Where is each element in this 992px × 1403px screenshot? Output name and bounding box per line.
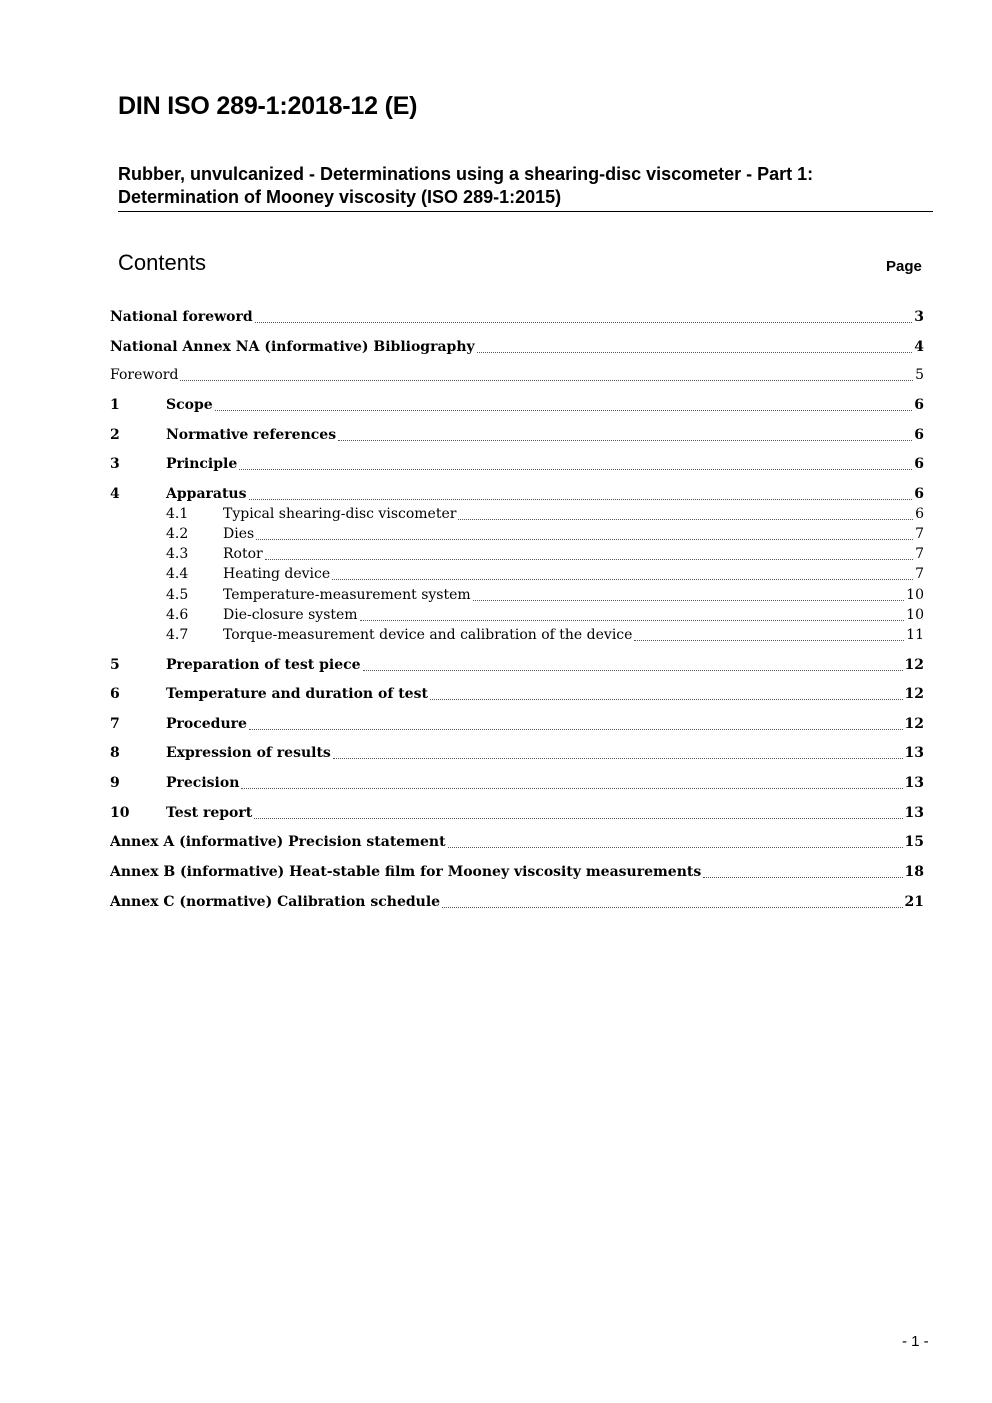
toc-page: 11 (906, 627, 924, 643)
toc-label: Typical shearing-disc viscometer (223, 506, 457, 522)
toc-page: 18 (904, 864, 924, 880)
document-id: DIN ISO 289-1:2018-12 (E) (118, 92, 418, 120)
toc-page: 6 (915, 506, 924, 522)
toc-entry[interactable] (110, 307, 924, 327)
toc-label: Annex C (normative) Calibration schedule (110, 894, 441, 910)
toc-entry[interactable] (110, 365, 924, 385)
toc-label: Torque-measurement device and calibration of the device (223, 627, 633, 643)
toc-label: Annex A (informative) Precision statement (110, 834, 446, 850)
toc-leader (703, 877, 902, 878)
toc-page: 12 (904, 686, 924, 702)
toc-label: Procedure (166, 716, 247, 732)
toc-label: National Annex NA (informative) Bibliography (110, 339, 475, 355)
toc-page: 13 (904, 745, 924, 761)
toc-leader (255, 322, 913, 323)
toc-page: 6 (914, 397, 924, 413)
toc-subentry[interactable] (110, 564, 924, 584)
toc-leader (265, 559, 913, 560)
toc-leader (338, 440, 912, 441)
toc-number: 2 (110, 427, 120, 443)
toc-number: 10 (110, 805, 130, 821)
toc-leader (180, 380, 913, 381)
toc-leader (477, 352, 913, 353)
toc-subentry[interactable] (110, 625, 924, 645)
page-column-heading: Page (886, 258, 922, 275)
toc-label: Temperature-measurement system (223, 587, 471, 603)
toc-label: Rotor (223, 546, 263, 562)
toc-page: 15 (904, 834, 924, 850)
toc-leader (473, 600, 905, 601)
toc-label: Apparatus (166, 486, 247, 502)
footer-page-number: - 1 - (902, 1333, 929, 1350)
toc-page: 3 (914, 309, 924, 325)
toc-label: Dies (223, 526, 255, 542)
toc-entry[interactable] (110, 714, 924, 734)
toc-leader (249, 499, 913, 500)
toc-number: 5 (110, 657, 120, 673)
toc-entry[interactable] (110, 684, 924, 704)
toc-number: 4.4 (166, 566, 189, 582)
toc-label: Precision (166, 775, 240, 791)
toc-label: Foreword (110, 367, 179, 383)
toc-number: 1 (110, 397, 120, 413)
toc-entry[interactable] (110, 743, 924, 763)
toc-subentry[interactable] (110, 605, 924, 625)
toc-number: 4 (110, 486, 120, 502)
document-title-line-1: Rubber, unvulcanized - Determinations using a shearing-disc viscometer - Part 1: (118, 164, 814, 184)
toc-label: Scope (166, 397, 213, 413)
toc-page: 6 (914, 486, 924, 502)
toc-subentry[interactable] (110, 504, 924, 524)
toc-leader (332, 579, 913, 580)
toc-page: 13 (904, 805, 924, 821)
toc-entry[interactable] (110, 803, 924, 823)
toc-page: 5 (915, 367, 924, 383)
toc-number: 8 (110, 745, 120, 761)
toc-page: 6 (914, 456, 924, 472)
toc-number: 4.3 (166, 546, 189, 562)
toc-entry[interactable] (110, 395, 924, 415)
toc-leader (430, 699, 903, 700)
contents-heading: Contents (118, 250, 207, 275)
toc-entry[interactable] (110, 484, 924, 504)
toc-label: Principle (166, 456, 238, 472)
toc-leader (256, 539, 913, 540)
toc-label: Annex B (informative) Heat-stable film for Mooney viscosity measurements (110, 864, 702, 880)
toc-number: 6 (110, 686, 120, 702)
toc-label: Expression of results (166, 745, 331, 761)
toc-entry[interactable] (110, 655, 924, 675)
toc-leader (442, 907, 902, 908)
toc-label: Heating device (223, 566, 331, 582)
toc-leader (363, 670, 903, 671)
toc-leader (239, 469, 912, 470)
toc-number: 4.2 (166, 526, 189, 542)
toc-page: 10 (906, 607, 924, 623)
toc-page: 7 (915, 526, 924, 542)
toc-page: 13 (904, 775, 924, 791)
toc-label: Normative references (166, 427, 337, 443)
toc-label: Die-closure system (223, 607, 358, 623)
toc-leader (249, 729, 903, 730)
toc-page: 7 (915, 546, 924, 562)
document-title-line-2: Determination of Mooney viscosity (ISO 289-1:2015) (118, 187, 562, 207)
toc-entry[interactable] (110, 832, 924, 852)
toc-leader (634, 640, 904, 641)
toc-page: 7 (915, 566, 924, 582)
toc-page: 4 (914, 339, 924, 355)
toc-entry[interactable] (110, 862, 924, 882)
toc-leader (215, 410, 913, 411)
toc-number: 3 (110, 456, 120, 472)
toc-leader (458, 519, 913, 520)
toc-entry[interactable] (110, 892, 924, 912)
toc-subentry[interactable] (110, 524, 924, 544)
toc-subentry[interactable] (110, 585, 924, 605)
toc-number: 4.1 (166, 506, 189, 522)
toc-entry[interactable] (110, 454, 924, 474)
toc-page: 12 (904, 716, 924, 732)
document-title (118, 163, 933, 212)
toc-label: Test report (166, 805, 253, 821)
toc-number: 7 (110, 716, 120, 732)
toc-page: 21 (904, 894, 924, 910)
toc-leader (360, 620, 905, 621)
toc-number: 4.5 (166, 587, 189, 603)
toc-number: 4.6 (166, 607, 189, 623)
toc-subentry[interactable] (110, 544, 924, 564)
toc-leader (254, 818, 902, 819)
toc-page: 12 (904, 657, 924, 673)
toc-page: 10 (906, 587, 924, 603)
toc-label: National foreword (110, 309, 253, 325)
toc-number: 9 (110, 775, 120, 791)
toc-entry[interactable] (110, 425, 924, 445)
toc-entry[interactable] (110, 337, 924, 357)
toc-label: Preparation of test piece (166, 657, 361, 673)
toc-leader (333, 758, 903, 759)
toc-entry[interactable] (110, 773, 924, 793)
toc-leader (448, 847, 903, 848)
toc-label: Temperature and duration of test (166, 686, 428, 702)
toc-leader (241, 788, 902, 789)
toc-number: 4.7 (166, 627, 189, 643)
toc-page: 6 (914, 427, 924, 443)
